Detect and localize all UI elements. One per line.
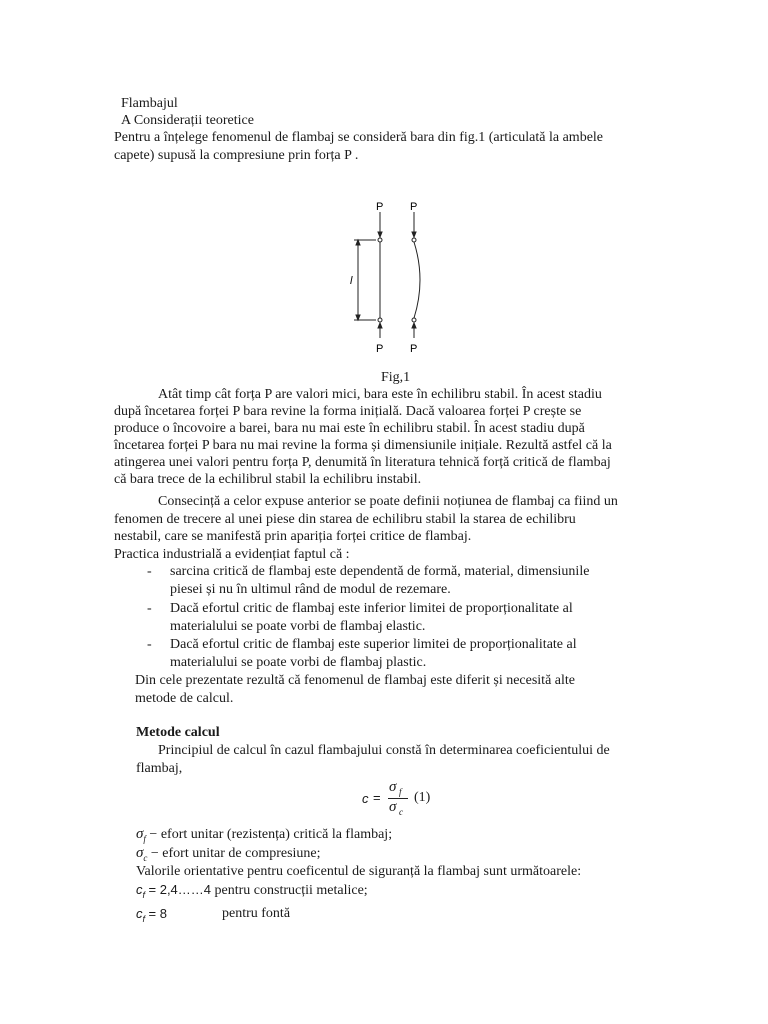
bullet-2-line-1: Dacă efortul critic de flambaj este inferior limitei de proporționalitate al — [170, 601, 573, 616]
symbol-sub: f — [143, 833, 146, 844]
intro-line-2: capete) supusă la compresiune prin forța P . — [114, 148, 359, 163]
paragraph1-line-2: după încetarea forței P bara revine la forma inițială. Dacă valoarea forței P crește se — [114, 404, 582, 419]
value-expr: = 8 — [148, 906, 167, 921]
bullet-2-line-2: materialului se poate vorbi de flambaj elastic. — [170, 619, 426, 634]
value-text: pentru construcții metalice; — [214, 883, 368, 898]
paragraph1-line-5: atingerea unei valori pentru forța P, denumită în literatura tehnică forță critică de flambaj — [114, 455, 611, 470]
force-label-bottom-right: P — [410, 343, 418, 355]
value-text: pentru fontă — [222, 906, 291, 921]
figure-caption: Fig,1 — [381, 370, 411, 385]
length-label: l — [350, 275, 353, 287]
force-label-top-right: P — [410, 201, 418, 213]
bullet-3-line-1: Dacă efortul critic de flambaj este superior limitei de proporționalitate al — [170, 637, 577, 652]
symbol-sub: f — [142, 913, 146, 924]
buckled-bar — [412, 212, 420, 338]
bullet-1-line-2: piesei și nu în ultimul rând de modul de rezemare. — [170, 582, 451, 597]
conclusion-line-2: metode de calcul. — [135, 691, 234, 706]
formula-1 — [362, 779, 462, 819]
bullet-3-line-2: materialului se poate vorbi de flambaj plastic. — [170, 655, 427, 670]
symbol-sub: f — [142, 889, 146, 900]
formula-numerator-sub: f — [399, 787, 402, 797]
methods-intro-line-2: flambaj, — [136, 761, 183, 776]
paragraph2-line-2: fenomen de trecere al unei piese din starea de echilibru stabil la starea de echilibru — [114, 512, 576, 527]
page-title: Flambajul — [121, 96, 178, 111]
symbol-sub: c — [143, 852, 148, 863]
methods-heading: Metode calcul — [136, 725, 220, 740]
value-expr: = 2,4……4 — [148, 882, 212, 897]
bullet-marker: - — [147, 601, 152, 616]
paragraph1-line-3: produce o încovoire a barei, bara nu mai este în echilibru stabil. În acest stadiu după — [114, 421, 585, 436]
figure-buckling-bar — [330, 190, 440, 360]
value-row-metal — [136, 881, 368, 904]
formula-denominator: σ — [389, 799, 397, 815]
straight-bar — [354, 212, 382, 338]
formula-equals: = — [373, 790, 381, 805]
definition-text: − efort unitar de compresiune; — [150, 846, 321, 861]
paragraph1-line-1: Atât timp cât forța P are valori mici, bara este în echilibru stabil. În acest stadiu — [158, 387, 602, 402]
methods-intro-line-1: Principiul de calcul în cazul flambajului constă în determinarea coeficientului de — [158, 743, 610, 758]
definition-text: − efort unitar (rezistența) critică la flambaj; — [149, 827, 393, 842]
intro-line-1: Pentru a înțelege fenomenul de flambaj se consideră bara din fig.1 (articulată la ambele — [114, 130, 604, 145]
bullet-1-line-1: sarcina critică de flambaj este dependentă de formă, material, dimensiunile — [170, 564, 590, 579]
practice-intro: Practica industrială a evidențiat faptul că : — [114, 547, 350, 562]
formula-lhs: c — [362, 791, 369, 806]
formula-numerator: σ — [389, 779, 397, 795]
formula-number: (1) — [414, 790, 431, 805]
conclusion-line-1: Din cele prezentate rezultă că fenomenul de flambaj este diferit și necesită alte — [135, 673, 575, 688]
section-heading: A Considerații teoretice — [121, 113, 254, 128]
symbol-sigma: σ — [136, 826, 144, 842]
force-label-bottom-left: P — [376, 343, 384, 355]
symbol-c: c — [136, 882, 143, 897]
force-label-top-left: P — [376, 201, 384, 213]
symbol-c: c — [136, 906, 143, 921]
paragraph1-line-4: încetarea forței P bara nu mai revine la forma și dimensiunile inițiale. Rezultă astfel că la — [114, 438, 612, 453]
paragraph1-line-6: că bara trece de la echilibrul stabil la echilibru instabil. — [114, 472, 422, 487]
paragraph2-line-1: Consecință a celor expuse anterior se poate definii noțiunea de flambaj ca fiind un — [158, 494, 618, 509]
formula-denominator-sub: c — [399, 807, 403, 817]
bullet-marker: - — [147, 564, 152, 579]
value-row-cast-iron — [136, 905, 291, 928]
values-intro: Valorile orientative pentru coeficentul de siguranță la flambaj sunt următoarele: — [136, 864, 582, 879]
bullet-marker: - — [147, 637, 152, 652]
paragraph2-line-3: nestabil, care se manifestă prin apariția forței critice de flambaj. — [114, 529, 472, 544]
symbol-sigma: σ — [136, 845, 144, 861]
